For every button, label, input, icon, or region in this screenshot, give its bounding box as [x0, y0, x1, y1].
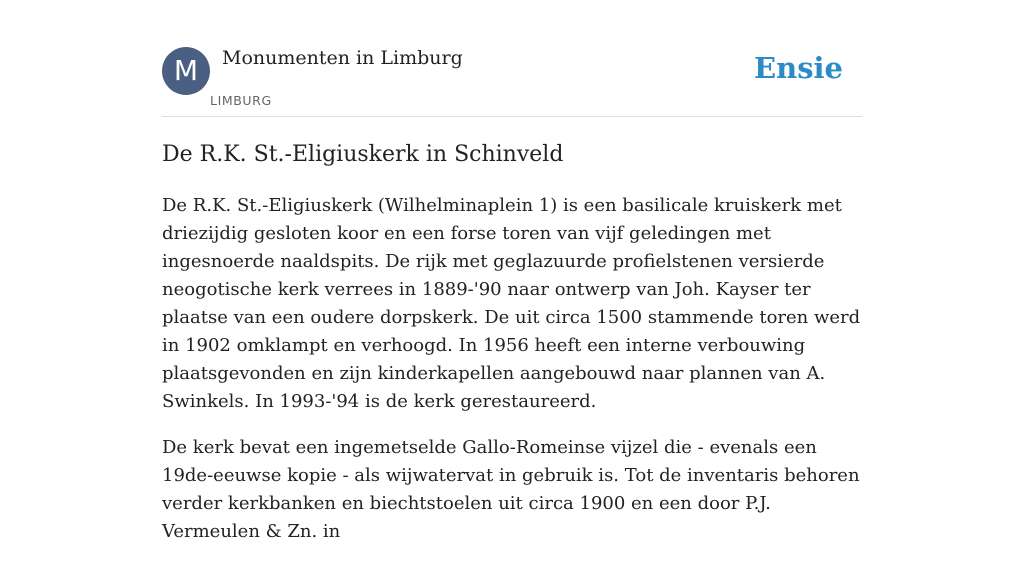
paragraph-2: De kerk bevat een ingemetselde Gallo-Romeinse vijzel die - evenals een 19de-eeuwse kopie - als wijwatervat in gebruik is. Tot de inventaris behoren verder kerkbanken en biechtstoelen uit circa 1900 en een door P.J. Vermeulen & Zn. in — [162, 437, 860, 542]
header — [162, 0, 862, 117]
site-subtitle[interactable]: LIMBURG — [210, 93, 272, 108]
site-title[interactable]: Monumenten in Limburg — [222, 47, 463, 69]
article-card — [162, 0, 862, 542]
ensie-logo[interactable]: Ensie — [754, 51, 843, 85]
avatar[interactable]: M — [162, 47, 210, 95]
paragraph-1: De R.K. St.-Eligiuskerk (Wilhelminaplein 1) is een basilicale kruiskerk met driezijdig gesloten koor en een forse toren van vijf geledingen met ingesnoerde naaldspits. De rijk met geglazuurde profielstenen versierde neogotische kerk verrees in 1889-'90 naar ontwerp van Joh. Kayser ter plaatse van een oudere dorpskerk. De uit circa 1500 stammende toren werd in 1902 omklampt en verhoogd. In 1956 heeft een interne verbouwing plaatsgevonden en zijn kinderkapellen aangebouwd naar plannen van A. Swinkels. In 1993-'94 is de kerk gerestaureerd. — [162, 195, 861, 412]
article-body — [162, 192, 862, 564]
page-title: De R.K. St.-Eligiuskerk in Schinveld — [162, 142, 564, 167]
